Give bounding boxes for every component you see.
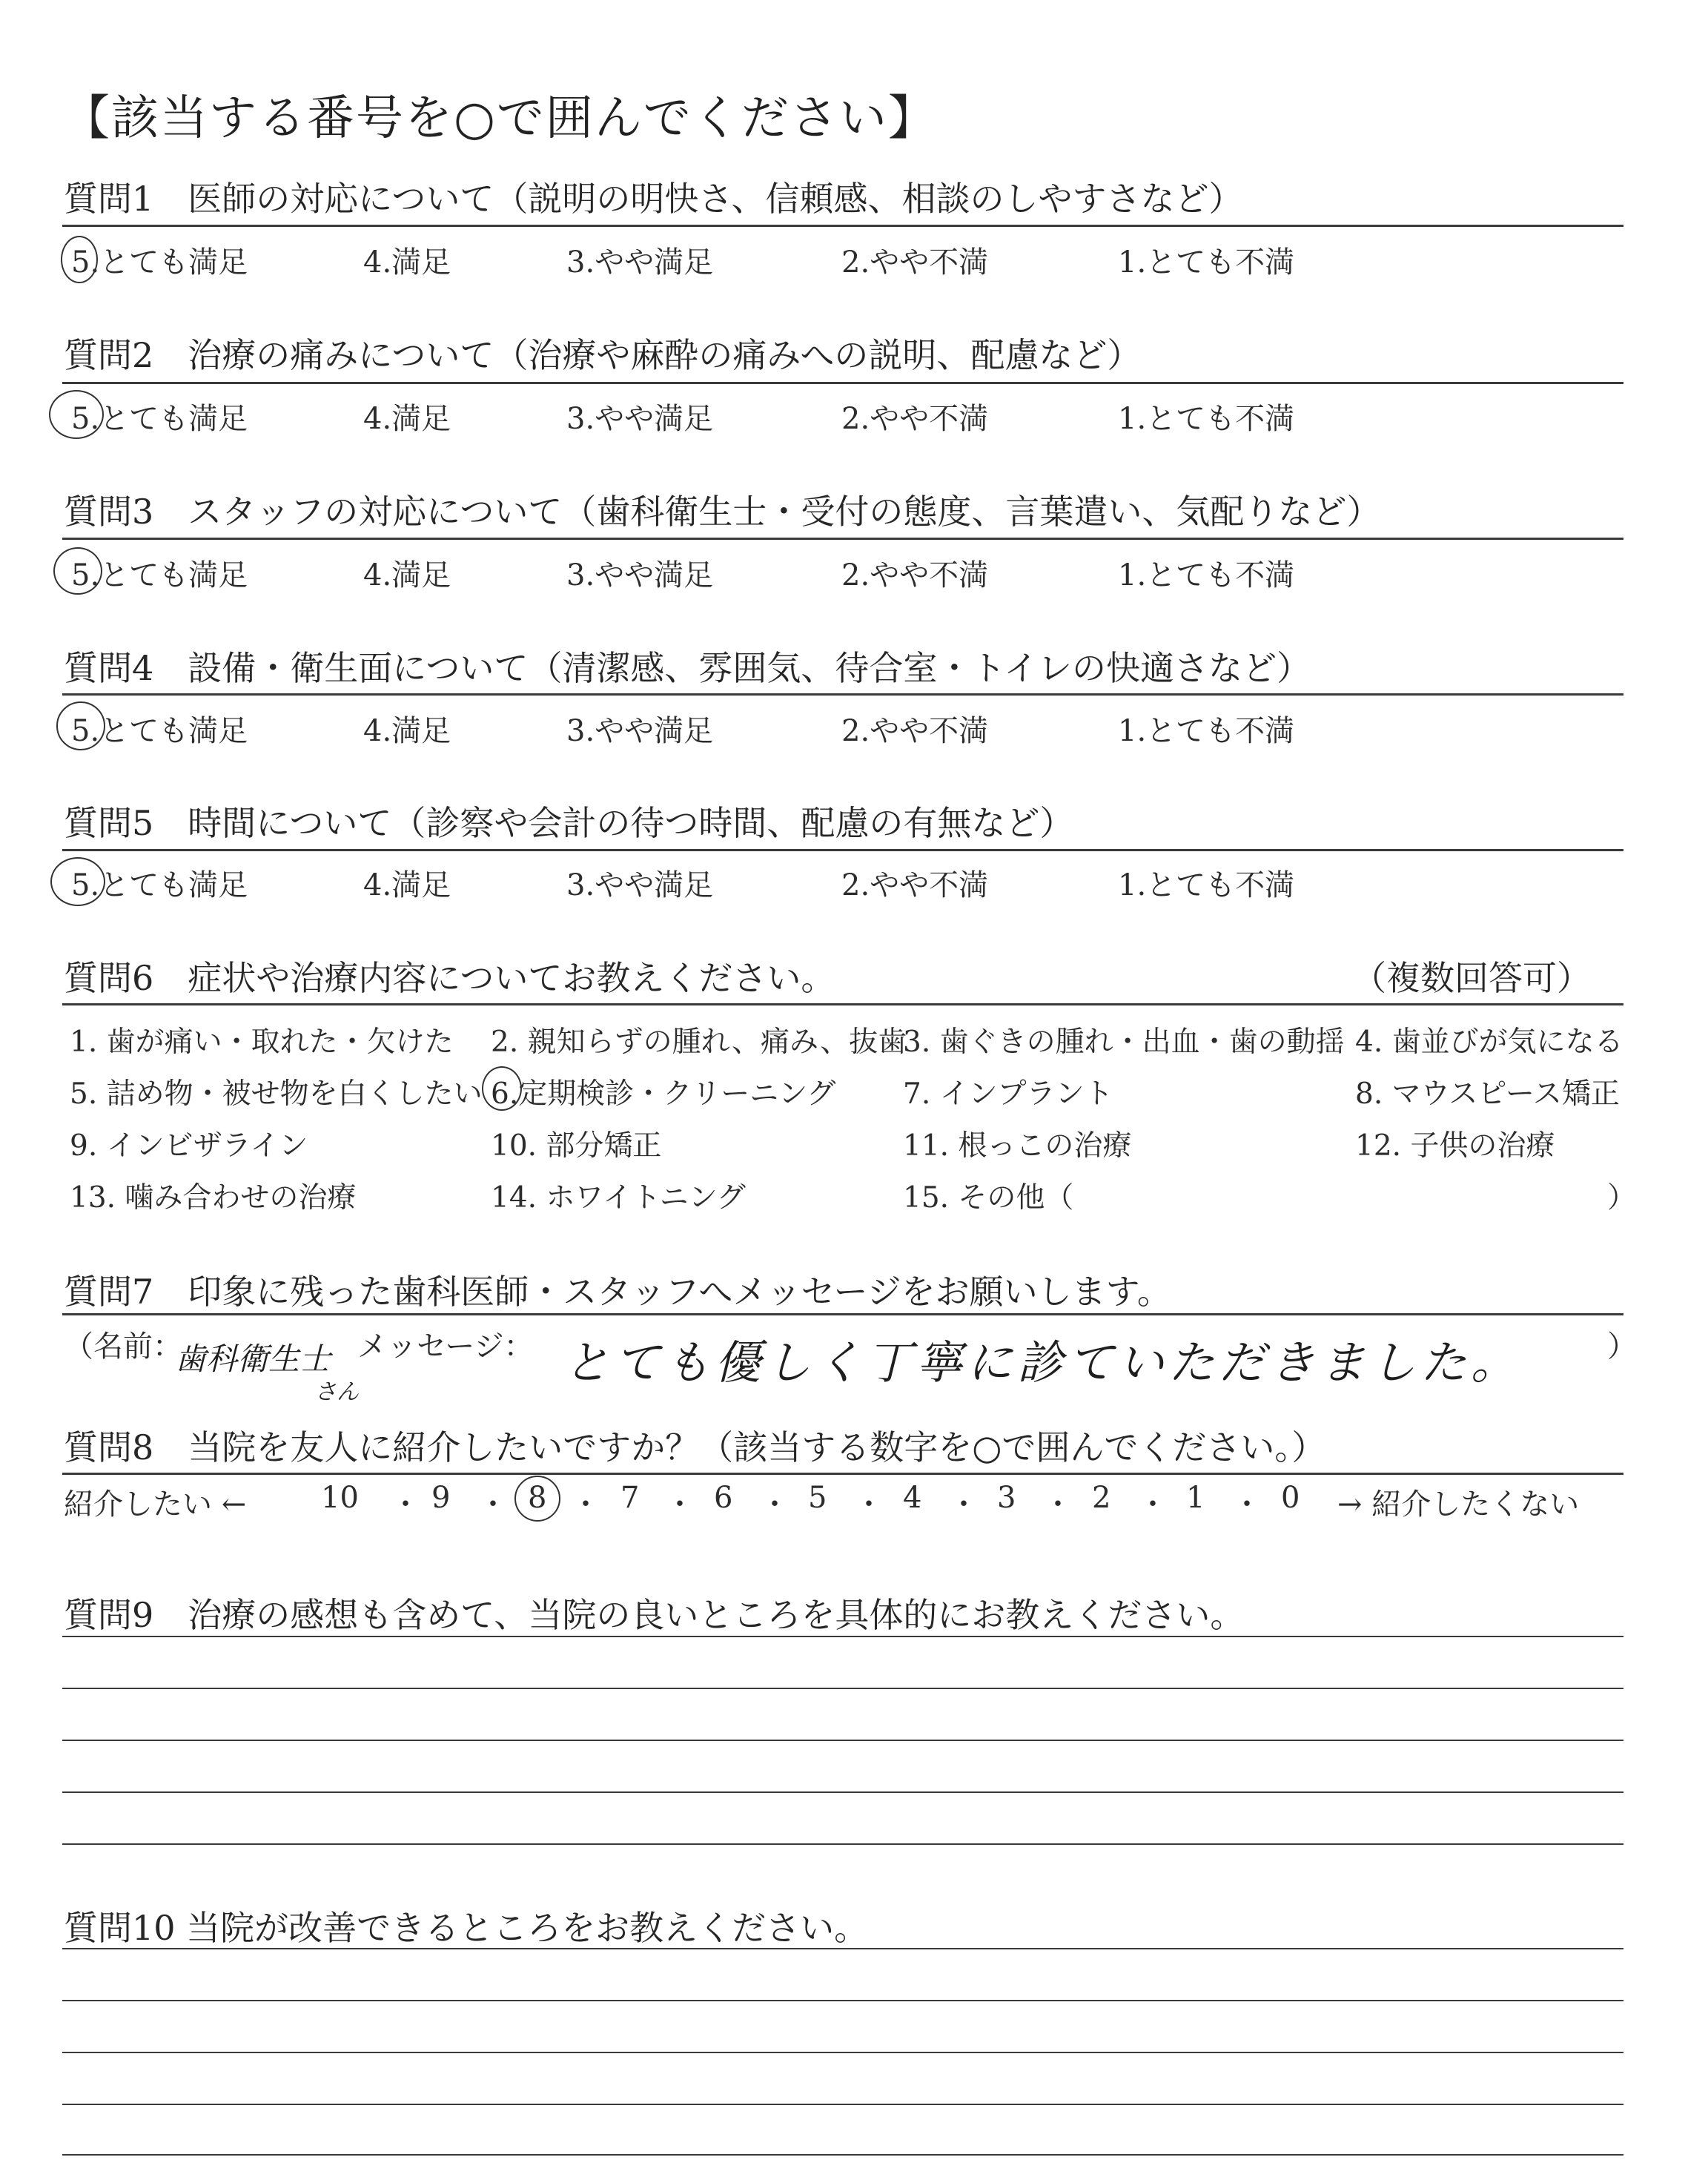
scale-option-1[interactable]: 1 — [1186, 1481, 1205, 1515]
answer-line[interactable] — [62, 1791, 1623, 1793]
question-9-title: 質問9 治療の感想も含めて、当院の良いところを具体的にお教えください。 — [64, 1595, 1245, 1635]
scale-separator: ・ — [665, 1487, 695, 1522]
divider — [62, 1003, 1623, 1005]
q6-option[interactable]: 12. 子供の治療 — [1355, 1129, 1555, 1163]
divider — [62, 849, 1623, 851]
question-2-title: 質問2 治療の痛みについて（治療や麻酔の痛みへの説明、配慮など） — [64, 335, 1142, 375]
scale-separator: ・ — [1043, 1487, 1073, 1522]
answer-line[interactable] — [62, 2052, 1623, 2053]
rating-option-4[interactable]: 4.満足 — [363, 402, 451, 436]
scale-option-7[interactable]: 7 — [620, 1481, 640, 1515]
q6-option[interactable]: 1. 歯が痛い・取れた・欠けた — [70, 1025, 454, 1059]
scale-option-0[interactable]: 0 — [1281, 1481, 1300, 1515]
q7-name-handwritten[interactable]: 歯科衛生士 — [175, 1341, 331, 1377]
rating-option-5[interactable]: 5.とても満足 — [71, 558, 248, 592]
rating-option-1[interactable]: 1.とても不満 — [1118, 714, 1295, 748]
rating-option-4[interactable]: 4.満足 — [363, 558, 451, 592]
rating-option-2[interactable]: 2.やや不満 — [841, 714, 989, 748]
scale-separator: ・ — [1232, 1487, 1262, 1522]
rating-option-5[interactable]: 5.とても満足 — [71, 245, 248, 280]
answer-line[interactable] — [62, 1948, 1623, 1949]
answer-line[interactable] — [62, 1843, 1623, 1845]
rating-option-5[interactable]: 5.とても満足 — [71, 868, 248, 902]
scale-option-5[interactable]: 5 — [808, 1481, 827, 1515]
divider — [62, 1313, 1623, 1315]
scale-left-label: 紹介したい ← — [64, 1487, 247, 1522]
question-1-title: 質問1 医師の対応について（説明の明快さ、信頼感、相談のしやすさなど） — [64, 179, 1243, 219]
scale-separator: ・ — [1138, 1487, 1168, 1522]
scale-separator: ・ — [478, 1487, 508, 1522]
scale-right-label: → 紹介したくない — [1337, 1487, 1580, 1522]
scale-separator: ・ — [949, 1487, 979, 1522]
answer-line[interactable] — [62, 1688, 1623, 1689]
question-3-title: 質問3 スタッフの対応について（歯科衛生士・受付の態度、言葉遣い、気配りなど） — [64, 492, 1381, 532]
q7-message-handwritten[interactable]: とても優しく丁寧に診ていただきました。 — [563, 1335, 1522, 1390]
answer-line[interactable] — [62, 1636, 1623, 1637]
q6-option[interactable]: 3. 歯ぐきの腫れ・出血・歯の動揺 — [903, 1025, 1345, 1059]
q6-option[interactable]: 15. その他（ — [903, 1181, 1074, 1215]
rating-option-4[interactable]: 4.満足 — [363, 868, 451, 902]
question-10-title: 質問10 当院が改善できるところをお教えください。 — [64, 1908, 869, 1948]
answer-line[interactable] — [62, 2154, 1623, 2156]
q7-message-label: メッセージ： — [357, 1330, 534, 1364]
rating-option-3[interactable]: 3.やや満足 — [566, 558, 714, 592]
q7-close: ） — [1607, 1330, 1637, 1364]
scale-separator: ・ — [854, 1487, 884, 1522]
question-7-title: 質問7 印象に残った歯科医師・スタッフへメッセージをお願いします。 — [64, 1272, 1171, 1312]
answer-line[interactable] — [62, 2000, 1623, 2001]
q6-option[interactable]: 2. 親知らずの腫れ、痛み、抜歯 — [491, 1025, 907, 1059]
divider — [62, 225, 1623, 227]
rating-option-3[interactable]: 3.やや満足 — [566, 868, 714, 902]
rating-option-2[interactable]: 2.やや不満 — [841, 402, 989, 436]
divider — [62, 382, 1623, 384]
q6-option[interactable]: 13. 噛み合わせの治療 — [70, 1181, 357, 1215]
q6-option[interactable]: 6.定期検診・クリーニング — [491, 1077, 836, 1111]
rating-option-4[interactable]: 4.満足 — [363, 714, 451, 748]
scale-separator: ・ — [760, 1487, 790, 1522]
question-8-title: 質問8 当院を友人に紹介したいですか？（該当する数字を○で囲んでください。） — [64, 1427, 1326, 1467]
q6-option[interactable]: 5. 詰め物・被せ物を白くしたい — [70, 1077, 483, 1111]
scale-option-4[interactable]: 4 — [903, 1481, 922, 1515]
answer-line[interactable] — [62, 2104, 1623, 2105]
rating-option-1[interactable]: 1.とても不満 — [1118, 402, 1295, 436]
rating-option-3[interactable]: 3.やや満足 — [566, 245, 714, 280]
q6-option[interactable]: 10. 部分矯正 — [491, 1129, 662, 1163]
scale-separator: ・ — [571, 1487, 600, 1522]
rating-option-1[interactable]: 1.とても不満 — [1118, 868, 1295, 902]
question-5-title: 質問5 時間について（診察や会計の待つ時間、配慮の有無など） — [64, 803, 1074, 843]
divider — [62, 693, 1623, 696]
form-header: 【該当する番号を○で囲んでください】 — [62, 91, 937, 146]
scale-option-10[interactable]: 10 — [321, 1481, 359, 1515]
q7-name-label: （名前： — [64, 1330, 182, 1364]
answer-line[interactable] — [62, 1740, 1623, 1741]
multiple-answers-note: （複数回答可） — [1352, 958, 1591, 998]
rating-option-1[interactable]: 1.とても不満 — [1118, 558, 1295, 592]
rating-option-2[interactable]: 2.やや不満 — [841, 868, 989, 902]
q6-option[interactable]: 8. マウスピース矯正 — [1355, 1077, 1620, 1111]
q6-option[interactable]: 9. インビザライン — [70, 1129, 308, 1163]
question-4-title: 質問4 設備・衛生面について（清潔感、雰囲気、待合室・トイレの快適さなど） — [64, 648, 1311, 688]
scale-option-6[interactable]: 6 — [714, 1481, 733, 1515]
rating-option-4[interactable]: 4.満足 — [363, 245, 451, 280]
rating-option-5[interactable]: 5.とても満足 — [71, 714, 248, 748]
q6-other-close: ） — [1607, 1181, 1637, 1215]
scale-option-8[interactable]: 8 — [528, 1481, 547, 1515]
rating-option-3[interactable]: 3.やや満足 — [566, 402, 714, 436]
q6-option[interactable]: 7. インプラント — [903, 1077, 1113, 1111]
q6-option[interactable]: 4. 歯並びが気になる — [1355, 1025, 1623, 1059]
rating-option-2[interactable]: 2.やや不満 — [841, 558, 989, 592]
scale-option-3[interactable]: 3 — [997, 1481, 1016, 1515]
divider — [62, 538, 1623, 540]
q7-name-suffix-handwritten: さん — [314, 1379, 359, 1405]
rating-option-2[interactable]: 2.やや不満 — [841, 245, 989, 280]
scale-option-9[interactable]: 9 — [431, 1481, 451, 1515]
rating-option-1[interactable]: 1.とても不満 — [1118, 245, 1295, 280]
q6-option[interactable]: 14. ホワイトニング — [491, 1181, 746, 1215]
q6-option[interactable]: 11. 根っこの治療 — [903, 1129, 1132, 1163]
divider — [62, 1473, 1623, 1475]
rating-option-3[interactable]: 3.やや満足 — [566, 714, 714, 748]
rating-option-5[interactable]: 5.とても満足 — [71, 402, 248, 436]
scale-separator: ・ — [391, 1487, 420, 1522]
question-6-title: 質問6 症状や治療内容についてお教えください。 — [64, 958, 835, 998]
scale-option-2[interactable]: 2 — [1092, 1481, 1111, 1515]
